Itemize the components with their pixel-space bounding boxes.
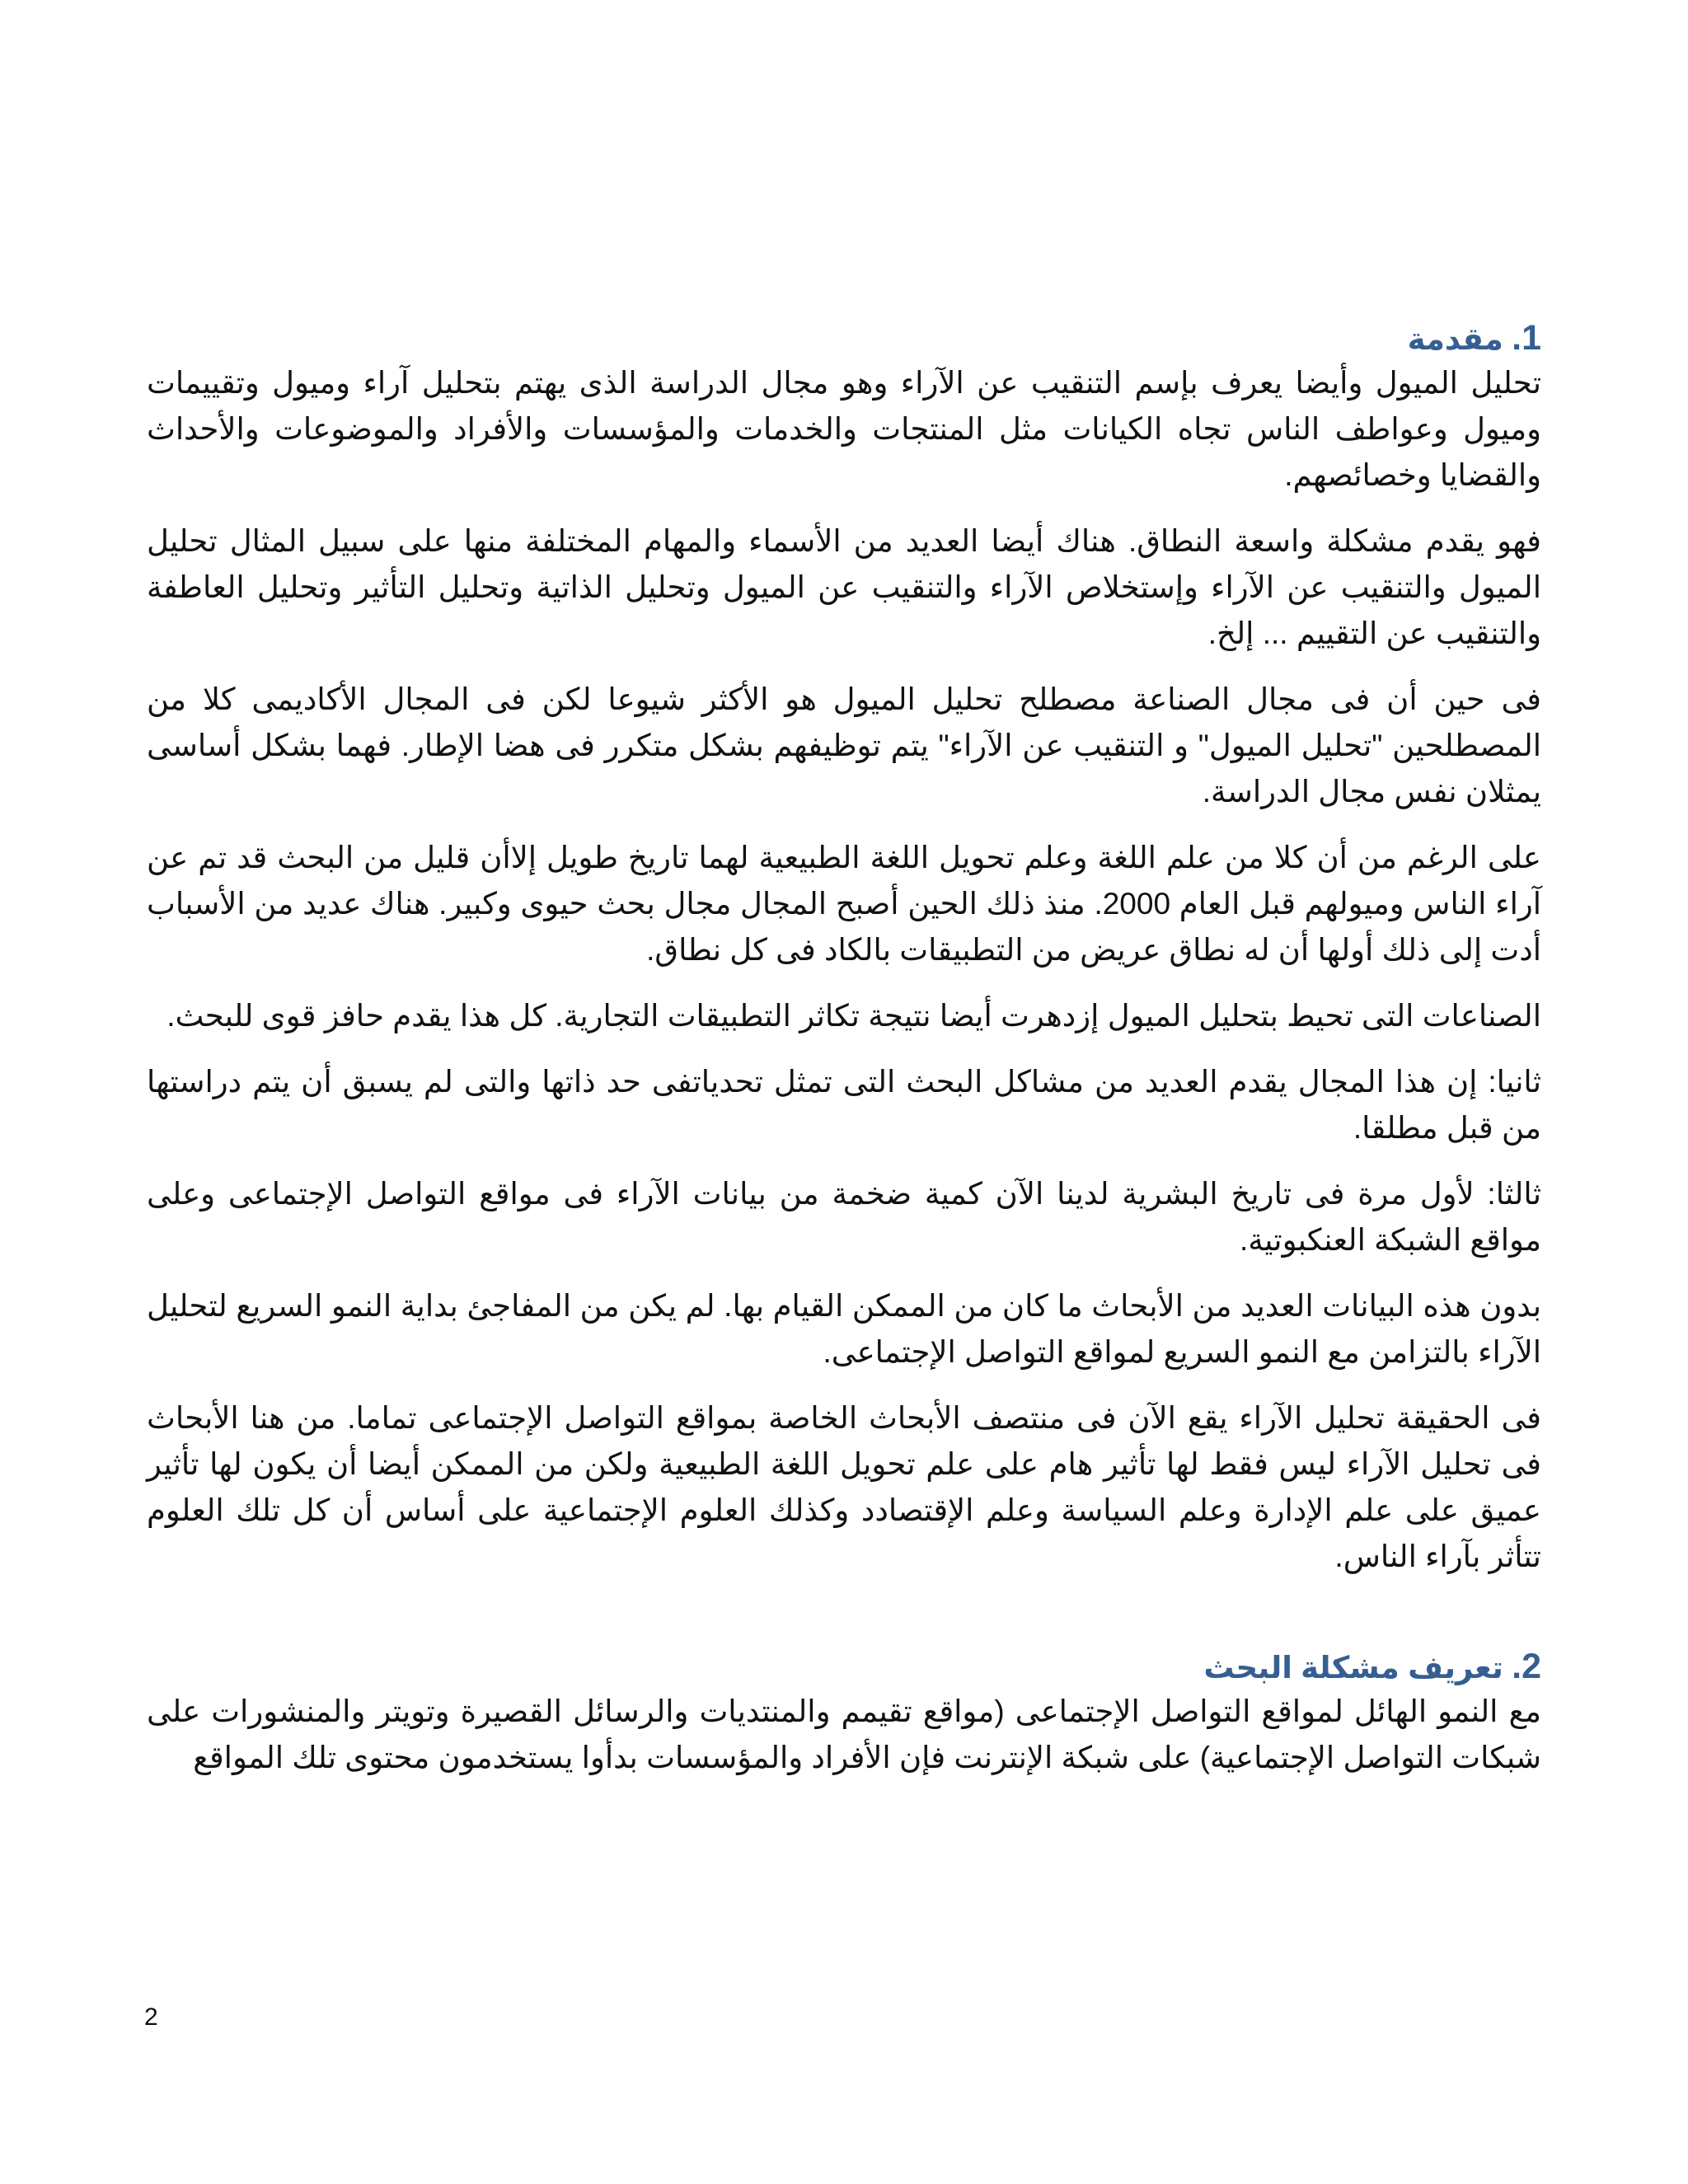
paragraph: مع النمو الهائل لمواقع التواصل الإجتماعى (مواقع تقيمم والمنتديات والرسائل القصيرة وتويتر والمنشورات على شبكات التواصل الإجتماعية) على شبكة الإنترنت فإن الأفراد والمؤسسات بدأوا يستخدمون محتوى تلك المواقع xyxy=(147,1694,1541,1774)
paragraph: فى الحقيقة تحليل الآراء يقع الآن فى منتصف الأبحاث الخاصة بمواقع التواصل الإجتماعى تماما. من هنا الأبحاث فى تحليل الآراء ليس فقط لها تأثير هام على علم تحويل اللغة الطبيعية ولكن من الممكن أيضا أن يكون لها تأثير عميق على علم الإدارة وعلم السياسة وعلم الإقتصادد وكذلك العلوم الإجتماعية على أساس أن كل تلك العلوم تتأثر بآراء الناس. xyxy=(147,1401,1541,1573)
page-number: 2 xyxy=(144,2004,158,2031)
section-heading-title: مقدمة xyxy=(1407,322,1503,356)
section-heading xyxy=(147,317,1541,360)
paragraph: فى حين أن فى مجال الصناعة مصطلح تحليل الميول هو الأكثر شيوعا لكن فى المجال الأكاديمى كلا من المصطلحين "تحليل الميول" و التنقيب عن الآراء" يتم توظيفهم بشكل متكرر فى هضا الإطار. فهما بشكل أساسى يمثلان نفس مجال الدراسة. xyxy=(147,682,1541,808)
paragraph: فهو يقدم مشكلة واسعة النطاق. هناك أيضا العديد من الأسماء والمهام المختلفة منها على سبيل المثال تحليل الميول والتنقيب عن الآراء وإستخلاص الآراء والتنقيب عن الميول وتحليل الذاتية وتحليل التأثير وتحليل العاطفة والتنقيب عن التقييم ... إلخ. xyxy=(147,524,1541,650)
section-heading-title: تعريف مشكلة البحث xyxy=(1203,1651,1503,1685)
paragraph: الصناعات التى تحيط بتحليل الميول إزدهرت أيضا نتيجة تكاثر التطبيقات التجارية. كل هذا يقدم حافز قوى للبحث. xyxy=(166,999,1541,1033)
section-heading-number: 2. xyxy=(1512,1647,1541,1686)
section-heading-number: 1. xyxy=(1512,318,1541,358)
section-problem-definition xyxy=(147,1646,1541,1781)
section-introduction xyxy=(147,317,1541,1580)
paragraph: على الرغم من أن كلا من علم اللغة وعلم تحويل اللغة الطبيعية لهما تاريخ طويل إلاأن قليل من البحث قد تم عن آراء الناس وميولهم قبل العام 2000. منذ ذلك الحين أصبح المجال مجال بحث حيوى وكبير. هناك عديد من الأسباب أدت إلى ذلك أولها أن له نطاق عريض من التطبيقات بالكاد فى كل نطاق. xyxy=(147,841,1541,967)
paragraph: ثانيا: إن هذا المجال يقدم العديد من مشاكل البحث التى تمثل تحدياتفى حد ذاتها والتى لم يسبق أن يتم دراستها من قبل مطلقا. xyxy=(147,1065,1541,1145)
section-heading xyxy=(147,1646,1541,1689)
paragraph: تحليل الميول وأيضا يعرف بإسم التنقيب عن الآراء وهو مجال الدراسة الذى يهتم بتحليل آراء وميول وتقييمات وميول وعواطف الناس تجاه الكيانات مثل المنتجات والخدمات والمؤسسات والأفراد والموضوعات والأحداث والقضايا وخصائصهم. xyxy=(147,366,1541,492)
paragraph: بدون هذه البيانات العديد من الأبحاث ما كان من الممكن القيام بها. لم يكن من المفاجئ بداية النمو السريع لتحليل الآراء بالتزامن مع النمو السريع لمواقع التواصل الإجتماعى. xyxy=(147,1289,1541,1369)
paragraph: ثالثا: لأول مرة فى تاريخ البشرية لدينا الآن كمية ضخمة من بيانات الآراء فى مواقع التواصل الإجتماعى وعلى مواقع الشبكة العنكبوتية. xyxy=(147,1177,1541,1257)
document-body xyxy=(147,317,1541,1801)
